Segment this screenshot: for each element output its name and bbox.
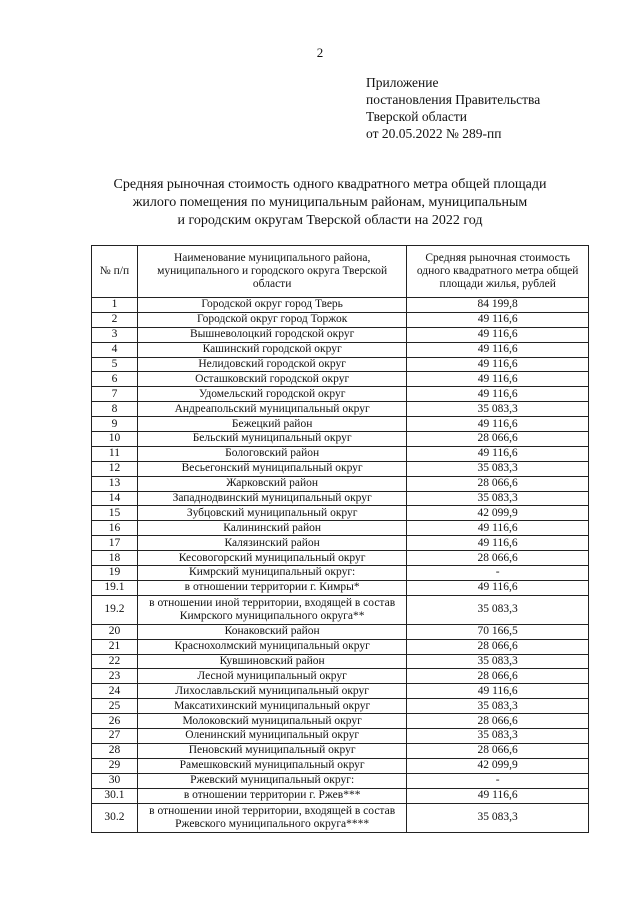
row-number: 22 [92,654,138,669]
table-row [92,357,589,372]
row-municipality: в отношении иной территории, входящей в состав Ржевского муниципального округа**** [137,803,406,832]
row-number: 8 [92,402,138,417]
table-row [92,387,589,402]
row-municipality: Бежецкий район [137,417,406,432]
table-row [92,788,589,803]
row-price: - [407,566,589,581]
table-row [92,417,589,432]
header-price: Средняя рыночная стоимость одного квадратного метра общей площади жилья, рублей [407,246,589,298]
row-price: 28 066,6 [407,551,589,566]
row-municipality: Пеновский муниципальный округ [137,743,406,758]
row-price: 42 099,9 [407,506,589,521]
table-row [92,684,589,699]
document-title [80,176,580,230]
row-price: 35 083,3 [407,491,589,506]
row-number: 11 [92,446,138,461]
row-price: 49 116,6 [407,446,589,461]
row-municipality: Максатихинский муниципальный округ [137,699,406,714]
table-header-row [92,246,589,298]
row-price: 49 116,6 [407,387,589,402]
price-table [91,245,589,833]
row-price: 49 116,6 [407,327,589,342]
table-row [92,699,589,714]
row-number: 19.2 [92,595,138,624]
row-number: 5 [92,357,138,372]
table-row [92,432,589,447]
row-municipality: Кувшиновский район [137,654,406,669]
row-municipality: Бологовский район [137,446,406,461]
row-price: 49 116,6 [407,357,589,372]
appendix-line: постановления Правительства [366,92,541,107]
table-row [92,803,589,832]
row-number: 10 [92,432,138,447]
table-row [92,342,589,357]
row-price: 84 199,8 [407,298,589,313]
appendix-line: Приложение [366,75,439,90]
row-number: 30.2 [92,803,138,832]
row-municipality: Рамешковский муниципальный округ [137,758,406,773]
row-municipality: Калязинский район [137,536,406,551]
row-price: 49 116,6 [407,312,589,327]
row-number: 6 [92,372,138,387]
row-municipality: Нелидовский городской округ [137,357,406,372]
row-price: 49 116,6 [407,521,589,536]
row-municipality: Зубцовский муниципальный округ [137,506,406,521]
row-number: 4 [92,342,138,357]
row-municipality: Молоковский муниципальный округ [137,714,406,729]
table-row [92,566,589,581]
table-row [92,312,589,327]
row-number: 1 [92,298,138,313]
row-municipality: Краснохолмский муниципальный округ [137,639,406,654]
table-body [92,298,589,833]
table-row [92,595,589,624]
row-municipality: в отношении территории г. Ржев*** [137,788,406,803]
title-line: жилого помещения по муниципальным районам, муниципальным [132,195,528,210]
row-number: 30 [92,773,138,788]
title-line: и городским округам Тверской области на 2022 год [177,213,483,228]
row-price: 35 083,3 [407,729,589,744]
row-number: 20 [92,624,138,639]
table-row [92,624,589,639]
row-number: 17 [92,536,138,551]
row-municipality: Калининский район [137,521,406,536]
row-price: 49 116,6 [407,417,589,432]
table-row [92,654,589,669]
row-price: - [407,773,589,788]
row-price: 35 083,3 [407,595,589,624]
table-row [92,551,589,566]
row-number: 3 [92,327,138,342]
row-price: 35 083,3 [407,699,589,714]
table-row [92,461,589,476]
header-number: № п/п [92,246,138,298]
row-municipality: Андреапольский муниципальный округ [137,402,406,417]
row-price: 35 083,3 [407,803,589,832]
row-number: 24 [92,684,138,699]
table-row [92,327,589,342]
row-municipality: в отношении территории г. Кимры* [137,580,406,595]
row-price: 28 066,6 [407,669,589,684]
table-row [92,758,589,773]
row-municipality: Бельский муниципальный округ [137,432,406,447]
row-number: 26 [92,714,138,729]
appendix-block [366,74,540,142]
row-price: 28 066,6 [407,714,589,729]
row-number: 15 [92,506,138,521]
table-row [92,298,589,313]
table-row [92,773,589,788]
row-number: 27 [92,729,138,744]
row-number: 21 [92,639,138,654]
row-municipality: Кашинский городской округ [137,342,406,357]
table-row [92,536,589,551]
row-price: 49 116,6 [407,342,589,357]
row-price: 28 066,6 [407,476,589,491]
row-price: 35 083,3 [407,461,589,476]
row-price: 42 099,9 [407,758,589,773]
row-price: 35 083,3 [407,402,589,417]
row-number: 13 [92,476,138,491]
table-row [92,639,589,654]
row-municipality: Удомельский городской округ [137,387,406,402]
row-number: 7 [92,387,138,402]
row-number: 18 [92,551,138,566]
row-number: 9 [92,417,138,432]
row-number: 28 [92,743,138,758]
row-municipality: Вышневолоцкий городской округ [137,327,406,342]
row-municipality: Весьегонский муниципальный округ [137,461,406,476]
table-row [92,580,589,595]
row-price: 28 066,6 [407,432,589,447]
row-price: 49 116,6 [407,372,589,387]
row-number: 29 [92,758,138,773]
row-municipality: Оленинский муниципальный округ [137,729,406,744]
row-municipality: Осташковский городской округ [137,372,406,387]
table-row [92,506,589,521]
row-municipality: Кесовогорский муниципальный округ [137,551,406,566]
appendix-line: Тверской области [366,109,467,124]
row-price: 49 116,6 [407,684,589,699]
row-price: 49 116,6 [407,536,589,551]
title-line: Средняя рыночная стоимость одного квадратного метра общей площади [113,177,547,192]
row-number: 23 [92,669,138,684]
table-row [92,521,589,536]
row-municipality: Лихославльский муниципальный округ [137,684,406,699]
row-price: 49 116,6 [407,580,589,595]
row-municipality: Кимрский муниципальный округ: [137,566,406,581]
table-row [92,743,589,758]
table-row [92,476,589,491]
row-price: 49 116,6 [407,788,589,803]
table-row [92,402,589,417]
row-price: 70 166,5 [407,624,589,639]
row-municipality: Городской округ город Тверь [137,298,406,313]
row-municipality: Городской округ город Торжок [137,312,406,327]
header-municipality: Наименование муниципального района, муниципального и городского округа Тверской области [137,246,406,298]
row-number: 14 [92,491,138,506]
appendix-line: от 20.05.2022 № 289-пп [366,126,502,141]
row-municipality: Жарковский район [137,476,406,491]
table-row [92,669,589,684]
row-municipality: в отношении иной территории, входящей в состав Кимрского муниципального округа** [137,595,406,624]
row-price: 28 066,6 [407,639,589,654]
row-municipality: Западнодвинский муниципальный округ [137,491,406,506]
row-municipality: Лесной муниципальный округ [137,669,406,684]
row-number: 19 [92,566,138,581]
row-number: 2 [92,312,138,327]
row-price: 35 083,3 [407,654,589,669]
row-number: 30.1 [92,788,138,803]
row-number: 19.1 [92,580,138,595]
row-number: 25 [92,699,138,714]
row-number: 16 [92,521,138,536]
table-row [92,714,589,729]
page-number: 2 [316,45,324,60]
table-row [92,729,589,744]
table-row [92,491,589,506]
row-price: 28 066,6 [407,743,589,758]
table-row [92,446,589,461]
row-number: 12 [92,461,138,476]
row-municipality: Ржевский муниципальный округ: [137,773,406,788]
table-row [92,372,589,387]
row-municipality: Конаковский район [137,624,406,639]
